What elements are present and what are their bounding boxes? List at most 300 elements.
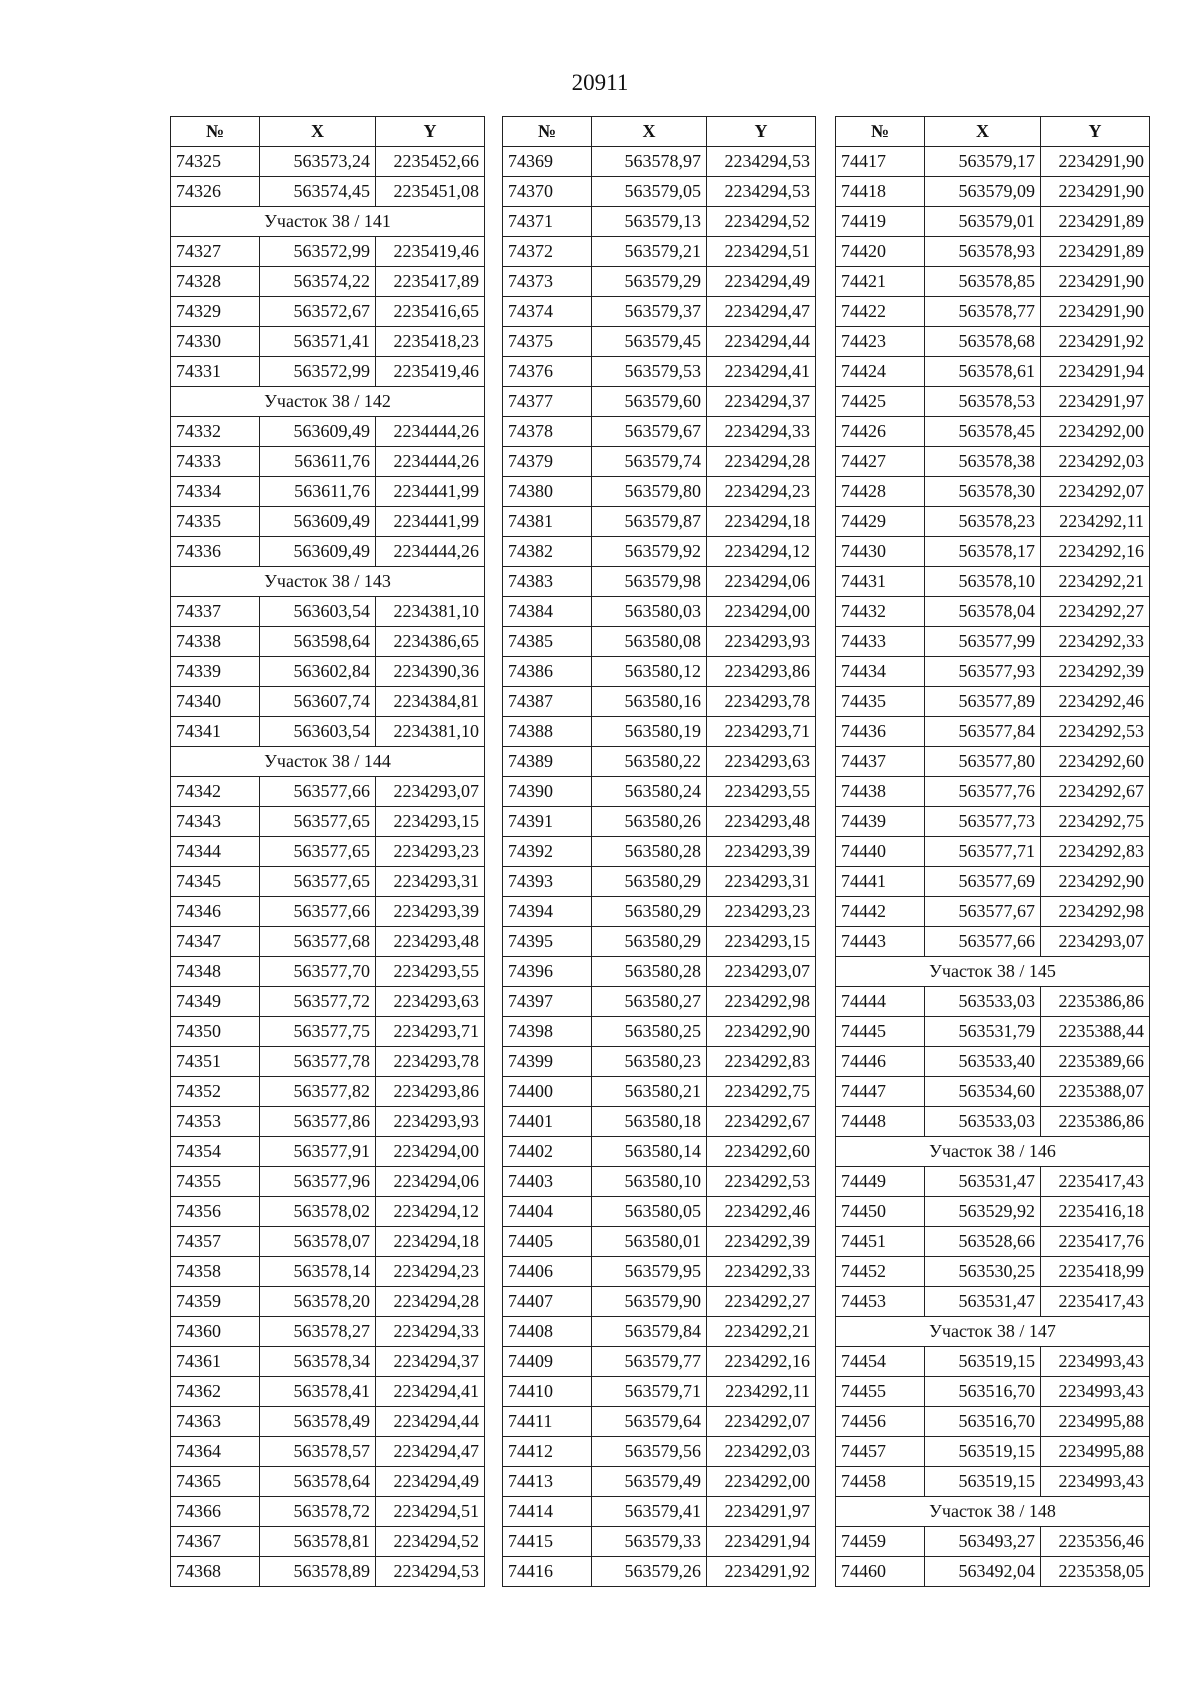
table-row [836,597,1150,627]
x-coordinate: 563577,73 [925,807,1041,837]
section-row [171,747,485,777]
x-coordinate: 563531,47 [925,1287,1041,1317]
x-coordinate: 563577,65 [260,837,376,867]
y-coordinate: 2234294,23 [707,477,816,507]
table-row [503,1197,816,1227]
x-coordinate: 563572,99 [260,357,376,387]
point-number: 74334 [171,477,260,507]
x-coordinate: 563579,13 [592,207,707,237]
table-row [836,687,1150,717]
y-coordinate: 2234294,33 [376,1317,485,1347]
y-coordinate: 2234294,44 [707,327,816,357]
table-row [503,177,816,207]
x-coordinate: 563577,89 [925,687,1041,717]
table-row [503,1317,816,1347]
point-number: 74407 [503,1287,592,1317]
point-number: 74394 [503,897,592,927]
table-row [503,1347,816,1377]
y-coordinate: 2235388,07 [1041,1077,1150,1107]
x-coordinate: 563579,56 [592,1437,707,1467]
header-number: № [171,117,260,147]
table-row [171,627,485,657]
point-number: 74404 [503,1197,592,1227]
table-row [836,1557,1150,1587]
point-number: 74387 [503,687,592,717]
x-coordinate: 563580,23 [592,1047,707,1077]
section-title: Участок 38 / 142 [171,387,485,417]
table-row [503,327,816,357]
table-row [171,297,485,327]
y-coordinate: 2234291,94 [1041,357,1150,387]
y-coordinate: 2234384,81 [376,687,485,717]
x-coordinate: 563573,24 [260,147,376,177]
point-number: 74417 [836,147,925,177]
y-coordinate: 2234293,07 [376,777,485,807]
x-coordinate: 563577,65 [260,867,376,897]
point-number: 74455 [836,1377,925,1407]
point-number: 74326 [171,177,260,207]
y-coordinate: 2234294,37 [707,387,816,417]
table-row [171,177,485,207]
x-coordinate: 563578,81 [260,1527,376,1557]
y-coordinate: 2234292,90 [707,1017,816,1047]
x-coordinate: 563529,92 [925,1197,1041,1227]
table-row [171,717,485,747]
y-coordinate: 2234292,33 [707,1257,816,1287]
y-coordinate: 2234292,33 [1041,627,1150,657]
point-number: 74458 [836,1467,925,1497]
table-row [836,837,1150,867]
table-row [503,1467,816,1497]
x-coordinate: 563598,64 [260,627,376,657]
point-number: 74434 [836,657,925,687]
y-coordinate: 2234291,92 [1041,327,1150,357]
point-number: 74365 [171,1467,260,1497]
table-row [171,1467,485,1497]
table-row [836,1167,1150,1197]
x-coordinate: 563534,60 [925,1077,1041,1107]
y-coordinate: 2234293,15 [376,807,485,837]
point-number: 74402 [503,1137,592,1167]
y-coordinate: 2234291,90 [1041,147,1150,177]
y-coordinate: 2234294,49 [707,267,816,297]
y-coordinate: 2234294,44 [376,1407,485,1437]
table-row [503,597,816,627]
point-number: 74459 [836,1527,925,1557]
x-coordinate: 563578,38 [925,447,1041,477]
section-row [836,957,1150,987]
point-number: 74444 [836,987,925,1017]
y-coordinate: 2234293,93 [707,627,816,657]
point-number: 74368 [171,1557,260,1587]
y-coordinate: 2234293,31 [707,867,816,897]
section-title: Участок 38 / 147 [836,1317,1150,1347]
y-coordinate: 2234292,75 [707,1077,816,1107]
table-row [836,447,1150,477]
x-coordinate: 563578,07 [260,1227,376,1257]
x-coordinate: 563580,21 [592,1077,707,1107]
table-row [503,1227,816,1257]
point-number: 74397 [503,987,592,1017]
table-row [503,1167,816,1197]
point-number: 74359 [171,1287,260,1317]
table-row [836,807,1150,837]
table-row [503,627,816,657]
y-coordinate: 2234294,47 [376,1437,485,1467]
y-coordinate: 2234292,16 [1041,537,1150,567]
table-row [836,1287,1150,1317]
y-coordinate: 2234294,12 [376,1197,485,1227]
x-coordinate: 563579,95 [592,1257,707,1287]
point-number: 74432 [836,597,925,627]
point-number: 74358 [171,1257,260,1287]
x-coordinate: 563580,28 [592,837,707,867]
section-row [171,387,485,417]
table-row [836,1467,1150,1497]
point-number: 74361 [171,1347,260,1377]
table-row [503,537,816,567]
y-coordinate: 2234292,46 [1041,687,1150,717]
point-number: 74381 [503,507,592,537]
x-coordinate: 563579,87 [592,507,707,537]
x-coordinate: 563578,77 [925,297,1041,327]
point-number: 74389 [503,747,592,777]
coordinates-table-2 [502,116,816,1587]
table-row [171,687,485,717]
coordinates-table-1 [170,116,485,1587]
table-row [836,417,1150,447]
point-number: 74416 [503,1557,592,1587]
y-coordinate: 2234291,89 [1041,237,1150,267]
point-number: 74336 [171,537,260,567]
x-coordinate: 563578,45 [925,417,1041,447]
header-x: X [925,117,1041,147]
x-coordinate: 563577,93 [925,657,1041,687]
y-coordinate: 2234294,52 [707,207,816,237]
table-row [171,897,485,927]
y-coordinate: 2234292,90 [1041,867,1150,897]
point-number: 74378 [503,417,592,447]
y-coordinate: 2235386,86 [1041,1107,1150,1137]
table-row [171,477,485,507]
point-number: 74344 [171,837,260,867]
y-coordinate: 2234293,86 [707,657,816,687]
y-coordinate: 2234444,26 [376,537,485,567]
x-coordinate: 563602,84 [260,657,376,687]
point-number: 74457 [836,1437,925,1467]
table-row [503,897,816,927]
x-coordinate: 563577,66 [260,897,376,927]
point-number: 74327 [171,237,260,267]
x-coordinate: 563578,89 [260,1557,376,1587]
point-number: 74441 [836,867,925,897]
y-coordinate: 2234386,65 [376,627,485,657]
x-coordinate: 563577,80 [925,747,1041,777]
table-row [171,1197,485,1227]
table-row [503,717,816,747]
section-title: Участок 38 / 143 [171,567,485,597]
point-number: 74421 [836,267,925,297]
point-number: 74415 [503,1527,592,1557]
point-number: 74341 [171,717,260,747]
y-coordinate: 2234294,49 [376,1467,485,1497]
point-number: 74338 [171,627,260,657]
table-row [171,1257,485,1287]
table-row [171,987,485,1017]
x-coordinate: 563579,29 [592,267,707,297]
x-coordinate: 563603,54 [260,717,376,747]
table-row [171,1287,485,1317]
y-coordinate: 2234441,99 [376,507,485,537]
y-coordinate: 2234292,03 [707,1437,816,1467]
section-row [836,1317,1150,1347]
x-coordinate: 563580,01 [592,1227,707,1257]
y-coordinate: 2234292,21 [707,1317,816,1347]
table-row [503,867,816,897]
point-number: 74328 [171,267,260,297]
table-row [171,1377,485,1407]
y-coordinate: 2234293,07 [707,957,816,987]
table-row [171,1047,485,1077]
section-title: Участок 38 / 144 [171,747,485,777]
table-row [503,747,816,777]
table-row [836,507,1150,537]
y-coordinate: 2234292,60 [707,1137,816,1167]
table-row [171,837,485,867]
table-row [503,657,816,687]
x-coordinate: 563580,03 [592,597,707,627]
table-row [171,957,485,987]
point-number: 74426 [836,417,925,447]
point-number: 74406 [503,1257,592,1287]
x-coordinate: 563577,82 [260,1077,376,1107]
point-number: 74333 [171,447,260,477]
point-number: 74448 [836,1107,925,1137]
point-number: 74346 [171,897,260,927]
y-coordinate: 2234292,27 [1041,597,1150,627]
x-coordinate: 563493,27 [925,1527,1041,1557]
x-coordinate: 563578,53 [925,387,1041,417]
x-coordinate: 563531,47 [925,1167,1041,1197]
x-coordinate: 563577,65 [260,807,376,837]
x-coordinate: 563519,15 [925,1467,1041,1497]
table-row [503,417,816,447]
x-coordinate: 563580,24 [592,777,707,807]
y-coordinate: 2234293,55 [376,957,485,987]
point-number: 74375 [503,327,592,357]
point-number: 74423 [836,327,925,357]
x-coordinate: 563579,67 [592,417,707,447]
table-row [503,1137,816,1167]
table-row [503,837,816,867]
y-coordinate: 2234292,53 [707,1167,816,1197]
coordinates-table-3 [835,116,1150,1587]
y-coordinate: 2235418,23 [376,327,485,357]
point-number: 74413 [503,1467,592,1497]
x-coordinate: 563578,61 [925,357,1041,387]
y-coordinate: 2234291,90 [1041,297,1150,327]
table-row [836,747,1150,777]
point-number: 74391 [503,807,592,837]
table-row [171,507,485,537]
y-coordinate: 2234293,63 [376,987,485,1017]
y-coordinate: 2235417,43 [1041,1287,1150,1317]
table-row [836,1107,1150,1137]
point-number: 74384 [503,597,592,627]
table-row [836,1257,1150,1287]
y-coordinate: 2234293,48 [376,927,485,957]
section-title: Участок 38 / 148 [836,1497,1150,1527]
y-coordinate: 2235452,66 [376,147,485,177]
x-coordinate: 563531,79 [925,1017,1041,1047]
point-number: 74347 [171,927,260,957]
table-row [503,927,816,957]
x-coordinate: 563607,74 [260,687,376,717]
table-row [171,1437,485,1467]
point-number: 74360 [171,1317,260,1347]
table-row [171,1497,485,1527]
point-number: 74355 [171,1167,260,1197]
y-coordinate: 2234291,92 [707,1557,816,1587]
x-coordinate: 563577,96 [260,1167,376,1197]
point-number: 74377 [503,387,592,417]
point-number: 74437 [836,747,925,777]
x-coordinate: 563579,64 [592,1407,707,1437]
table-row [836,657,1150,687]
x-coordinate: 563578,04 [925,597,1041,627]
y-coordinate: 2234292,07 [1041,477,1150,507]
table-row [836,267,1150,297]
point-number: 74453 [836,1287,925,1317]
table-row [836,897,1150,927]
x-coordinate: 563533,03 [925,1107,1041,1137]
point-number: 74445 [836,1017,925,1047]
y-coordinate: 2234293,55 [707,777,816,807]
point-number: 74438 [836,777,925,807]
x-coordinate: 563611,76 [260,447,376,477]
table-row [836,1347,1150,1377]
table-row [503,447,816,477]
x-coordinate: 563577,78 [260,1047,376,1077]
point-number: 74349 [171,987,260,1017]
x-coordinate: 563578,23 [925,507,1041,537]
table-row [503,1557,816,1587]
point-number: 74410 [503,1377,592,1407]
table-row [171,1137,485,1167]
y-coordinate: 2234293,93 [376,1107,485,1137]
point-number: 74424 [836,357,925,387]
x-coordinate: 563609,49 [260,417,376,447]
table-row [503,1287,816,1317]
y-coordinate: 2234292,75 [1041,807,1150,837]
table-row [503,507,816,537]
y-coordinate: 2234292,07 [707,1407,816,1437]
y-coordinate: 2234292,00 [707,1467,816,1497]
point-number: 74342 [171,777,260,807]
point-number: 74356 [171,1197,260,1227]
x-coordinate: 563578,97 [592,147,707,177]
y-coordinate: 2234291,89 [1041,207,1150,237]
table-row [503,1377,816,1407]
y-coordinate: 2234294,28 [376,1287,485,1317]
header-y: Y [376,117,485,147]
y-coordinate: 2234993,43 [1041,1347,1150,1377]
table-row [503,1497,816,1527]
point-number: 74405 [503,1227,592,1257]
table-row [836,777,1150,807]
point-number: 74331 [171,357,260,387]
y-coordinate: 2234294,53 [376,1557,485,1587]
x-coordinate: 563533,03 [925,987,1041,1017]
point-number: 74362 [171,1377,260,1407]
x-coordinate: 563579,01 [925,207,1041,237]
x-coordinate: 563578,64 [260,1467,376,1497]
x-coordinate: 563580,25 [592,1017,707,1047]
point-number: 74430 [836,537,925,567]
table-row [503,1257,816,1287]
y-coordinate: 2234291,90 [1041,177,1150,207]
y-coordinate: 2235419,46 [376,357,485,387]
x-coordinate: 563579,71 [592,1377,707,1407]
y-coordinate: 2235417,76 [1041,1227,1150,1257]
x-coordinate: 563516,70 [925,1377,1041,1407]
point-number: 74348 [171,957,260,987]
point-number: 74447 [836,1077,925,1107]
point-number: 74374 [503,297,592,327]
table-row [171,807,485,837]
x-coordinate: 563578,27 [260,1317,376,1347]
x-coordinate: 563577,66 [925,927,1041,957]
section-title: Участок 38 / 141 [171,207,485,237]
point-number: 74439 [836,807,925,837]
point-number: 74412 [503,1437,592,1467]
x-coordinate: 563580,22 [592,747,707,777]
table-row [836,297,1150,327]
point-number: 74422 [836,297,925,327]
x-coordinate: 563577,72 [260,987,376,1017]
table-row [503,1407,816,1437]
y-coordinate: 2234995,88 [1041,1437,1150,1467]
y-coordinate: 2234293,23 [376,837,485,867]
table-row [503,777,816,807]
point-number: 74385 [503,627,592,657]
x-coordinate: 563578,68 [925,327,1041,357]
x-coordinate: 563579,26 [592,1557,707,1587]
x-coordinate: 563492,04 [925,1557,1041,1587]
x-coordinate: 563579,74 [592,447,707,477]
y-coordinate: 2234293,78 [376,1047,485,1077]
y-coordinate: 2234294,12 [707,537,816,567]
table-row [503,147,816,177]
y-coordinate: 2234294,37 [376,1347,485,1377]
y-coordinate: 2235416,65 [376,297,485,327]
table-row [503,477,816,507]
y-coordinate: 2234291,97 [1041,387,1150,417]
x-coordinate: 563603,54 [260,597,376,627]
point-number: 74350 [171,1017,260,1047]
x-coordinate: 563579,60 [592,387,707,417]
table-row [836,147,1150,177]
table-row [836,477,1150,507]
y-coordinate: 2234292,67 [1041,777,1150,807]
table-row [836,1077,1150,1107]
point-number: 74367 [171,1527,260,1557]
table-row [836,1017,1150,1047]
point-number: 74399 [503,1047,592,1077]
point-number: 74352 [171,1077,260,1107]
x-coordinate: 563580,29 [592,897,707,927]
point-number: 74339 [171,657,260,687]
